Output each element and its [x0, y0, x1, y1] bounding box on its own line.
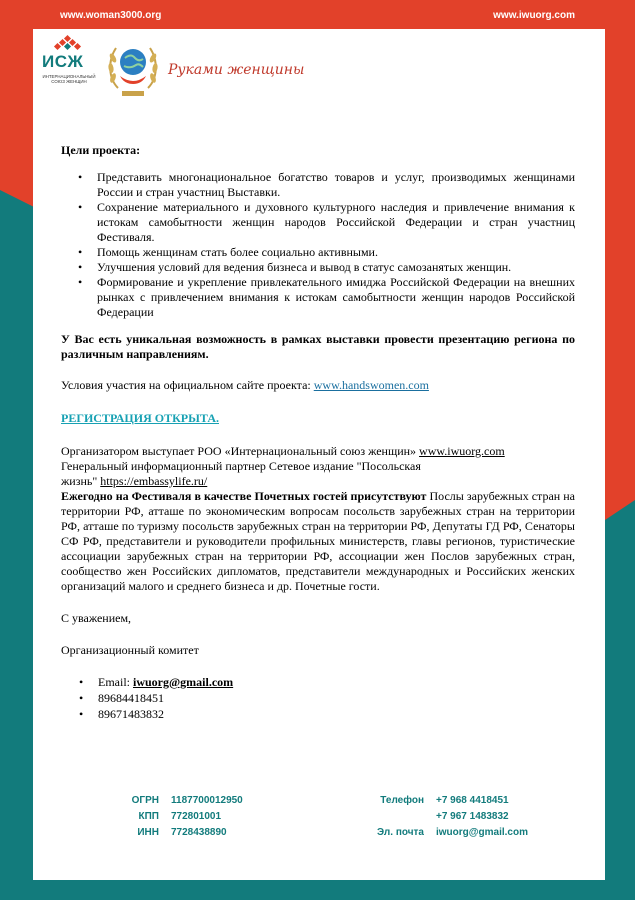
- logo-diamond-pattern-icon: [53, 36, 83, 50]
- partner-line-1: Генеральный информационный партнер Сетевое издание "Посольская: [61, 459, 421, 473]
- isj-logo-subtitle: ИНТЕРНАЦИОНАЛЬНЫЙ СОЮЗ ЖЕНЩИН: [42, 74, 96, 84]
- committee-signature: Организационный комитет: [61, 643, 199, 657]
- footer-phone-label: Телефон: [380, 795, 424, 806]
- kpp-value: 772801001: [171, 811, 222, 822]
- globe-laurel-emblem-icon: [106, 36, 160, 98]
- ogrn-label: ОГРН: [131, 795, 159, 806]
- list-item: • Представить многонациональное богатство товаров и услуг, производимых женщинами России и стран участниц Выставки.: [97, 170, 575, 200]
- inn-value: 7728438890: [171, 827, 227, 838]
- conditions-link[interactable]: www.handswomen.com: [313, 378, 429, 392]
- kpp-label: КПП: [138, 811, 159, 822]
- registration-open-heading[interactable]: РЕГИСТРАЦИЯ ОТКРЫТА.: [61, 411, 219, 425]
- email-link[interactable]: iwuorg@gmail.com: [133, 675, 234, 689]
- organizer-text: Организатором выступает РОО «Интернациональный союз женщин»: [61, 444, 420, 458]
- conditions-text: Условия участия на официальном сайте проекта:: [61, 378, 314, 392]
- isj-logo: [42, 36, 98, 90]
- list-item: • Формирование и укрепление привлекательного имиджа Российской Федерации на внешних рынках с привлечением внимания к истокам самобытности женщин народов Российской Федерации: [97, 275, 575, 320]
- footer-email[interactable]: iwuorg@gmail.com: [436, 827, 528, 838]
- brand-script-title: Руками женщины: [168, 62, 305, 78]
- contact-phone-1: • 89684418451: [98, 690, 575, 706]
- goals-title: Цели проекта:: [61, 143, 141, 157]
- honored-guests-lead: Ежегодно на Фестиваля в качестве Почетных гостей присутствуют: [61, 489, 427, 503]
- contact-email-item: [98, 674, 575, 690]
- list-item: • Помощь женщинам стать более социально активными.: [97, 245, 575, 260]
- isj-logo-text: ИСЖ: [42, 52, 84, 71]
- organizer-paragraph: [61, 444, 575, 459]
- list-item: • Улучшения условий для ведения бизнеса и вывод в статус самозанятых женщин.: [97, 260, 575, 275]
- header-url-left[interactable]: www.woman3000.org: [60, 10, 162, 21]
- partner-line-2: [61, 474, 575, 489]
- organizer-link[interactable]: www.iwuorg.com: [419, 444, 505, 458]
- contacts-list: [61, 674, 575, 722]
- footer-contact-info: [374, 793, 528, 841]
- footer-registration-info: [130, 793, 243, 841]
- footer-phone-1: +7 968 4418451: [436, 795, 509, 806]
- footer-phone-2: +7 967 1483832: [436, 811, 509, 822]
- unique-opportunity-text: У Вас есть уникальная возможность в рамках выставки провести презентацию региона по различным направлениям.: [61, 332, 575, 361]
- ogrn-value: 1187700012950: [171, 795, 243, 806]
- partner-text: жизнь": [61, 474, 101, 488]
- header-url-right[interactable]: www.iwuorg.com: [493, 10, 575, 21]
- honored-guests-paragraph: [61, 489, 575, 594]
- regards-text: С уважением,: [61, 611, 132, 625]
- goals-list: [61, 170, 575, 320]
- contact-phone-2: • 89671483832: [98, 706, 575, 722]
- email-label: Email:: [98, 675, 133, 689]
- footer-email-label: Эл. почта: [377, 827, 424, 838]
- letter-body: [61, 143, 575, 722]
- honored-guests-text: Послы зарубежных стран на территории РФ, атташе по экономическим вопросам посольств зарубежных стран на территории РФ, атташе по туризму посольств зарубежных стран на территории РФ, Депутаты ГД РФ, Сенаторы СФ РФ, представители и руководители профильных министерств, главы регионов, туристические ассоциации зарубежных стран на территории РФ, ассоциации жен Послов зарубежных стран, сообщество жен Российских дипломатов, представители международных и Российских женских организаций малого и среднего бизнеса и др. Почетные гости.: [61, 489, 575, 593]
- inn-label: ИНН: [137, 827, 159, 838]
- partner-link[interactable]: https://embassylife.ru/: [100, 474, 208, 488]
- conditions-paragraph: [61, 378, 575, 393]
- list-item: • Сохранение материального и духовного культурного наследия и привлечение внимания к истокам самобытности женщин народов Российской Федерации и стран участниц Фестиваля.: [97, 200, 575, 245]
